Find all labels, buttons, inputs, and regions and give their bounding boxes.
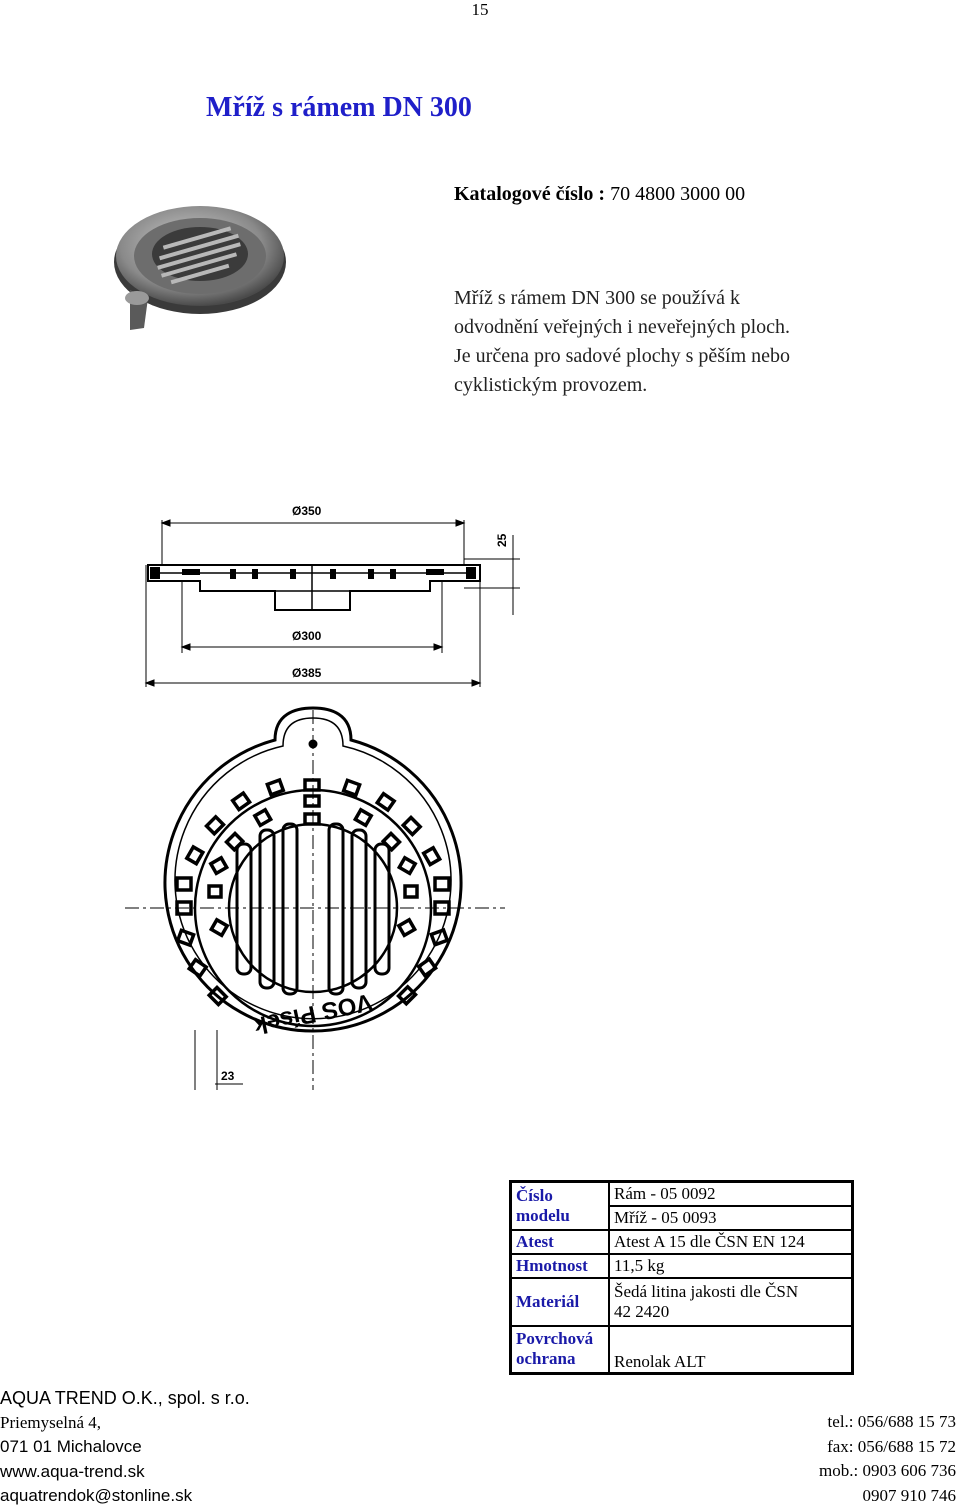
page-number: 15 [471, 0, 489, 19]
phone-mob2: 0907 910 746 [862, 1485, 956, 1505]
material-value [609, 1278, 853, 1326]
address-street: Priemyselná 4, [0, 1412, 102, 1432]
phone-tel: tel.: 056/688 15 73 [827, 1412, 956, 1431]
dim-350-label: Ø350 [292, 504, 322, 518]
model-label: Číslo modelu [511, 1182, 610, 1230]
phone-fax: fax: 056/688 15 72 [827, 1436, 956, 1456]
atest-value: Atest A 15 dle ČSN EN 124 [609, 1230, 853, 1254]
spec-table [509, 1180, 854, 1375]
catalog-label: Katalogové číslo : [454, 183, 606, 205]
material-label: Materiál [511, 1278, 610, 1326]
phone-mob: mob.: 0903 606 736 [819, 1461, 956, 1480]
model-value-frame: Rám - 05 0092 [609, 1182, 853, 1206]
catalog-number [454, 183, 745, 206]
description [454, 284, 874, 400]
address-city: 071 01 Michalovce [0, 1437, 142, 1456]
surface-label-line: ochrana [516, 1349, 576, 1369]
surface-label [511, 1326, 610, 1374]
dim-25-label: 25 [495, 533, 509, 547]
page-title: Mříž s rámem DN 300 [206, 92, 472, 123]
email-link[interactable]: aquatrendok@stonline.sk [0, 1486, 193, 1505]
dim-300-label: Ø300 [292, 629, 322, 643]
material-value-line: Šedá litina jakosti dle ČSN [614, 1281, 799, 1301]
description-line: odvodnění veřejných i neveřejných ploch. [454, 316, 790, 338]
description-line: cyklistickým provozem. [454, 374, 648, 396]
footer-contacts [819, 1410, 956, 1508]
atest-label: Atest [511, 1230, 610, 1254]
weight-value: 11,5 kg [609, 1254, 853, 1278]
plan-drawing [125, 700, 505, 1100]
website-link[interactable]: www.aqua-trend.sk [0, 1461, 145, 1481]
casting-text: VOS Písek [251, 987, 375, 1040]
surface-value: Renolak ALT [609, 1326, 853, 1374]
section-drawing [130, 495, 530, 695]
model-value-grate: Mříž - 05 0093 [609, 1206, 853, 1230]
footer-address [0, 1386, 250, 1509]
description-line: Mříž s rámem DN 300 se používá k [454, 287, 741, 309]
description-line: Je určena pro sadové plochy s pěším nebo [454, 345, 791, 367]
dim-385-label: Ø385 [292, 666, 322, 680]
company-name: AQUA TREND O.K., spol. s r.o. [0, 1388, 250, 1408]
weight-label: Hmotnost [511, 1254, 610, 1278]
product-photo [100, 200, 300, 340]
catalog-value: 70 4800 3000 00 [610, 183, 746, 205]
material-value-line: 42 2420 [614, 1301, 670, 1321]
surface-label-line: Povrchová [516, 1329, 594, 1349]
dim-23-label: 23 [221, 1069, 235, 1083]
